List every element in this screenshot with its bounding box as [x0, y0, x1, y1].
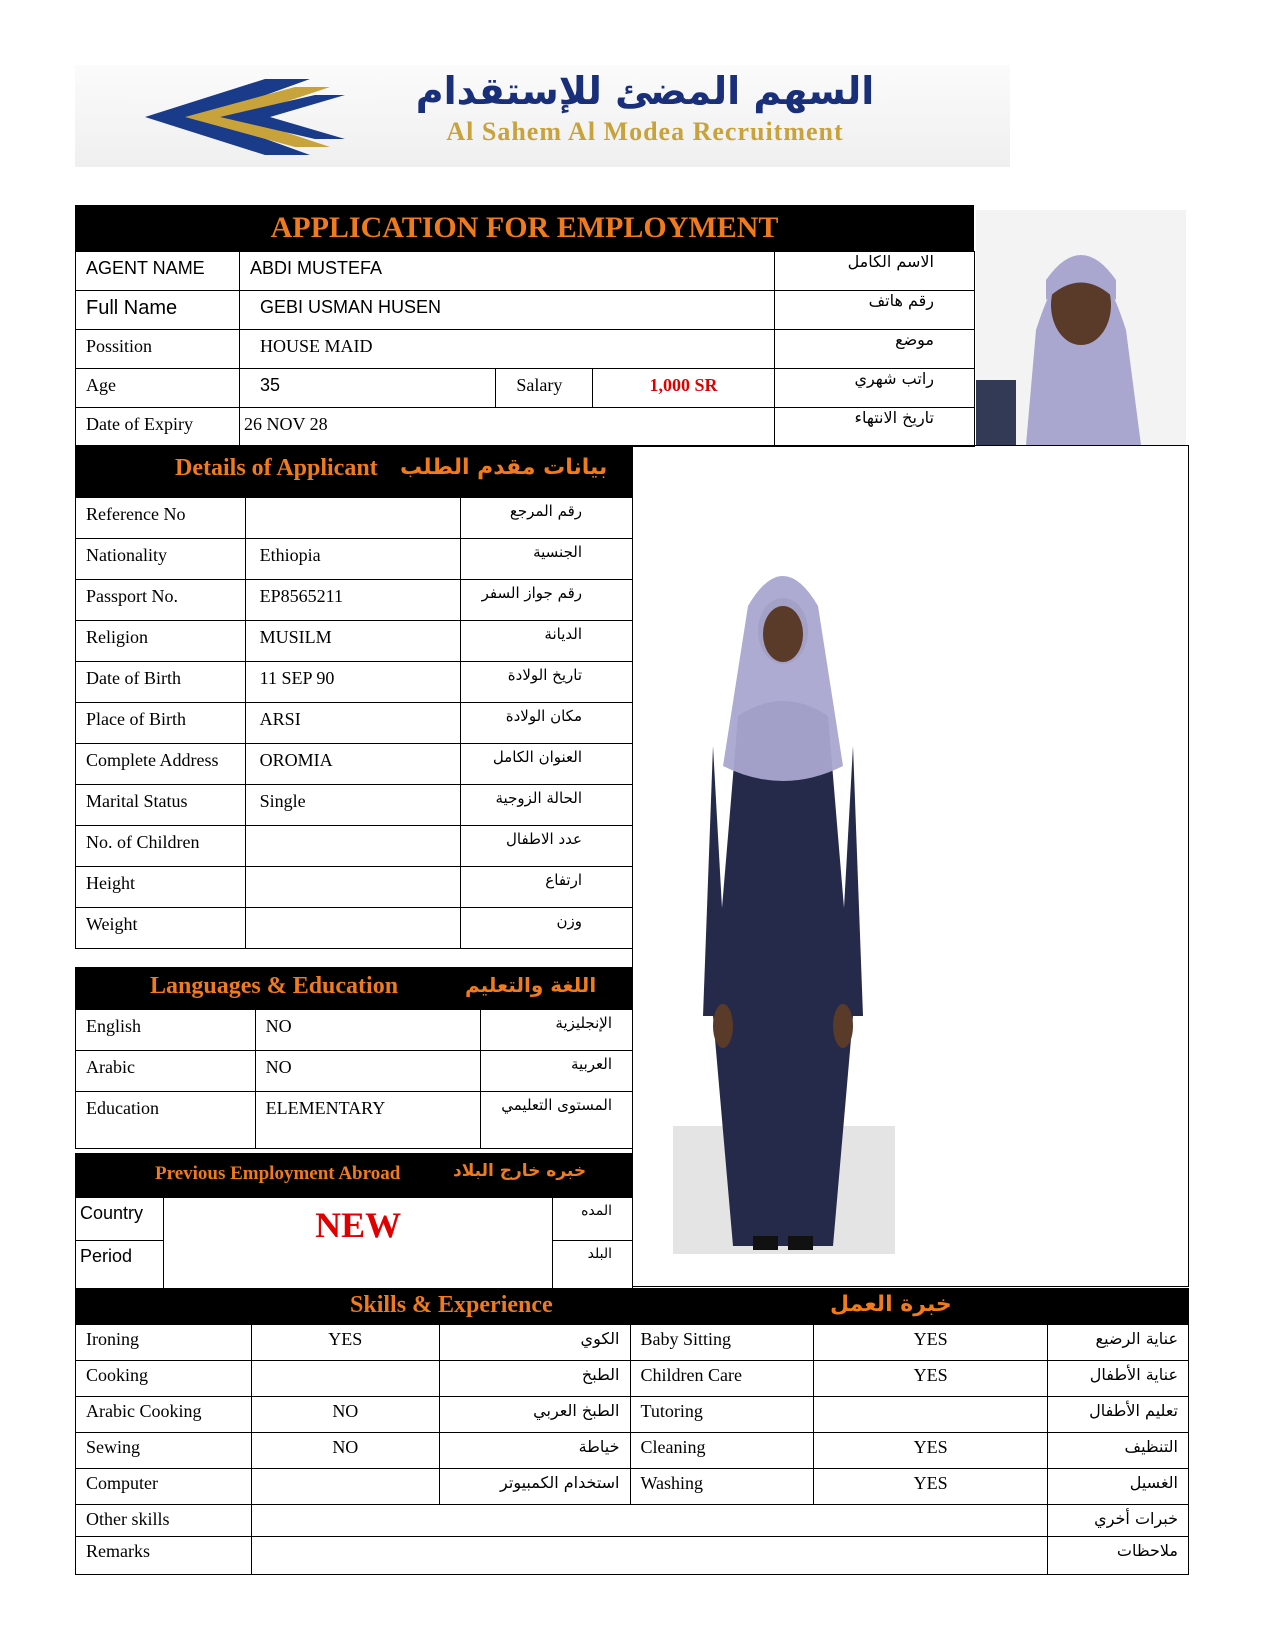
skills-title-en: Skills & Experience [350, 1292, 553, 1318]
skill-label: Washing [630, 1469, 814, 1505]
skill-value [814, 1397, 1048, 1433]
application-title: APPLICATION FOR EMPLOYMENT [270, 211, 779, 244]
salary-label: Salary [496, 369, 593, 408]
details-label: Reference No [76, 498, 246, 539]
header-label: Possition [76, 330, 240, 369]
details-ar-label: رقم المرجع [460, 498, 632, 539]
details-value [245, 908, 460, 949]
skill-value: YES [814, 1433, 1048, 1469]
skill-ar-label: الغسيل [1048, 1469, 1189, 1505]
salary-value: 1,000 SR [593, 369, 775, 408]
skill-label: Cleaning [630, 1433, 814, 1469]
other-skills-label: Other skills [76, 1505, 252, 1537]
header-row [76, 408, 975, 447]
details-value [245, 826, 460, 867]
skill-value: YES [814, 1469, 1048, 1505]
header-value: HOUSE MAID [240, 330, 775, 369]
details-row [76, 539, 633, 580]
skill-ar-label: استخدام الكمبيوتر [440, 1469, 631, 1505]
other-skills-ar: خبرات أخري [1048, 1505, 1189, 1537]
skill-value [251, 1361, 439, 1397]
skills-table [75, 1324, 1189, 1575]
logo-english-text: Al Sahem Al Modea Recruitment [446, 117, 844, 146]
other-skills-value [251, 1505, 1048, 1537]
details-label: Passport No. [76, 580, 246, 621]
details-label: Height [76, 867, 246, 908]
header-label: Age [76, 369, 240, 408]
skill-label: Sewing [76, 1433, 252, 1469]
details-row [76, 826, 633, 867]
remarks-label: Remarks [76, 1537, 252, 1575]
details-value: ARSI [245, 703, 460, 744]
header-value: 26 NOV 28 [240, 408, 775, 447]
header-label: AGENT NAME [76, 252, 240, 291]
skill-label: Cooking [76, 1361, 252, 1397]
previous-table [75, 1197, 633, 1289]
skills-row [76, 1433, 1189, 1469]
skill-value: NO [251, 1433, 439, 1469]
header-row [76, 252, 975, 291]
languages-header-bar [75, 967, 632, 1009]
details-label: Date of Birth [76, 662, 246, 703]
details-row [76, 785, 633, 826]
header-value: GEBI USMAN HUSEN [240, 291, 775, 330]
skill-value: YES [814, 1361, 1048, 1397]
full-body-photo-panel [632, 445, 1189, 1287]
details-row [76, 621, 633, 662]
details-ar-label: الحالة الزوجية [460, 785, 632, 826]
remarks-ar: ملاحظات [1048, 1537, 1189, 1575]
skill-label: Children Care [630, 1361, 814, 1397]
details-ar-label: الديانة [460, 621, 632, 662]
languages-title-en: Languages & Education [150, 973, 399, 999]
language-ar-label: المستوى التعليمي [481, 1092, 633, 1149]
remarks-row [76, 1537, 1189, 1575]
header-table [75, 251, 975, 447]
logo-arabic-text: السهم المضئ للإستقدام [415, 69, 875, 113]
skill-value: YES [251, 1325, 439, 1361]
details-row [76, 580, 633, 621]
details-row [76, 867, 633, 908]
language-value: NO [255, 1010, 481, 1051]
skill-ar-label: عناية الأطفال [1048, 1361, 1189, 1397]
language-row [76, 1010, 633, 1051]
country-ar-label: المده [553, 1198, 633, 1241]
header-value: ABDI MUSTEFA [240, 252, 775, 291]
header-row [76, 291, 975, 330]
language-ar-label: الإنجليزية [481, 1010, 633, 1051]
skill-label: Computer [76, 1469, 252, 1505]
details-value: EP8565211 [245, 580, 460, 621]
company-logo [75, 65, 1010, 167]
details-row [76, 908, 633, 949]
previous-row [76, 1198, 633, 1241]
details-row [76, 498, 633, 539]
previous-title-ar: خبره خارج البلاد [453, 1161, 587, 1181]
details-title-ar: بيانات مقدم الطلب [400, 455, 608, 480]
skill-value [251, 1469, 439, 1505]
details-ar-label: وزن [460, 908, 632, 949]
details-label: Marital Status [76, 785, 246, 826]
details-label: Religion [76, 621, 246, 662]
details-row [76, 662, 633, 703]
details-ar-label: عدد الاطفال [460, 826, 632, 867]
details-ar-label: الجنسية [460, 539, 632, 580]
details-ar-label: العنوان الكامل [460, 744, 632, 785]
previous-title-en: Previous Employment Abroad [155, 1163, 401, 1184]
skill-ar-label: عناية الرضيع [1048, 1325, 1189, 1361]
skill-label: Arabic Cooking [76, 1397, 252, 1433]
age-value: 35 [240, 369, 496, 408]
details-value: Single [245, 785, 460, 826]
details-value [245, 498, 460, 539]
language-label: English [76, 1010, 256, 1051]
skills-row [76, 1325, 1189, 1361]
skill-ar-label: تعليم الأطفال [1048, 1397, 1189, 1433]
details-value: MUSILM [245, 621, 460, 662]
skills-row [76, 1397, 1189, 1433]
header-label: Full Name [76, 291, 240, 330]
header-ar-label: راتب شهري [774, 369, 974, 408]
skill-label: Tutoring [630, 1397, 814, 1433]
skills-row [76, 1469, 1189, 1505]
application-title-bar [75, 205, 974, 251]
skill-ar-label: الطبخ [440, 1361, 631, 1397]
header-label: Date of Expiry [76, 408, 240, 447]
details-label: Place of Birth [76, 703, 246, 744]
portrait-photo [976, 210, 1186, 445]
details-value: OROMIA [245, 744, 460, 785]
previous-header-bar [75, 1153, 632, 1197]
period-ar-label: البلد [553, 1241, 633, 1289]
details-value: Ethiopia [245, 539, 460, 580]
header-ar-label: رقم هاتف [774, 291, 974, 330]
skills-row [76, 1361, 1189, 1397]
details-title-en: Details of Applicant [175, 455, 378, 481]
language-value: NO [255, 1051, 481, 1092]
language-row [76, 1051, 633, 1092]
language-value: ELEMENTARY [255, 1092, 481, 1149]
skill-ar-label: الكوي [440, 1325, 631, 1361]
details-label: No. of Children [76, 826, 246, 867]
details-ar-label: رقم جواز السفر [460, 580, 632, 621]
skills-header-bar [75, 1288, 1189, 1324]
details-label: Weight [76, 908, 246, 949]
header-ar-label: الاسم الكامل [774, 252, 974, 291]
person-full-body-icon [693, 546, 873, 1256]
details-ar-label: مكان الولادة [460, 703, 632, 744]
skill-ar-label: الطبخ العربي [440, 1397, 631, 1433]
details-table [75, 497, 633, 949]
details-ar-label: تاريخ الولادة [460, 662, 632, 703]
skill-value: NO [251, 1397, 439, 1433]
languages-title-ar: اللغة والتعليم [465, 973, 597, 997]
details-header-bar [75, 445, 632, 497]
language-ar-label: العربية [481, 1051, 633, 1092]
skill-ar-label: خياطة [440, 1433, 631, 1469]
skills-title-ar: خبرة العمل [830, 1292, 952, 1317]
header-ar-label: موضع [774, 330, 974, 369]
details-value [245, 867, 460, 908]
skill-label: Ironing [76, 1325, 252, 1361]
details-label: Nationality [76, 539, 246, 580]
period-label: Period [76, 1241, 164, 1289]
details-row [76, 744, 633, 785]
country-label: Country [76, 1198, 164, 1241]
person-portrait-icon [976, 210, 1186, 445]
language-row [76, 1092, 633, 1149]
header-row [76, 330, 975, 369]
skill-label: Baby Sitting [630, 1325, 814, 1361]
languages-table [75, 1009, 633, 1149]
language-label: Education [76, 1092, 256, 1149]
details-label: Complete Address [76, 744, 246, 785]
skill-ar-label: التنظيف [1048, 1433, 1189, 1469]
skill-value: YES [814, 1325, 1048, 1361]
remarks-value [251, 1537, 1048, 1575]
details-row [76, 703, 633, 744]
header-row [76, 369, 975, 408]
language-label: Arabic [76, 1051, 256, 1092]
details-value: 11 SEP 90 [245, 662, 460, 703]
arrow-logo-icon [145, 77, 345, 157]
other-skills-row [76, 1505, 1189, 1537]
header-ar-label: تاريخ الانتهاء [774, 408, 974, 447]
previous-value: NEW [163, 1198, 553, 1289]
details-ar-label: ارتفاع [460, 867, 632, 908]
